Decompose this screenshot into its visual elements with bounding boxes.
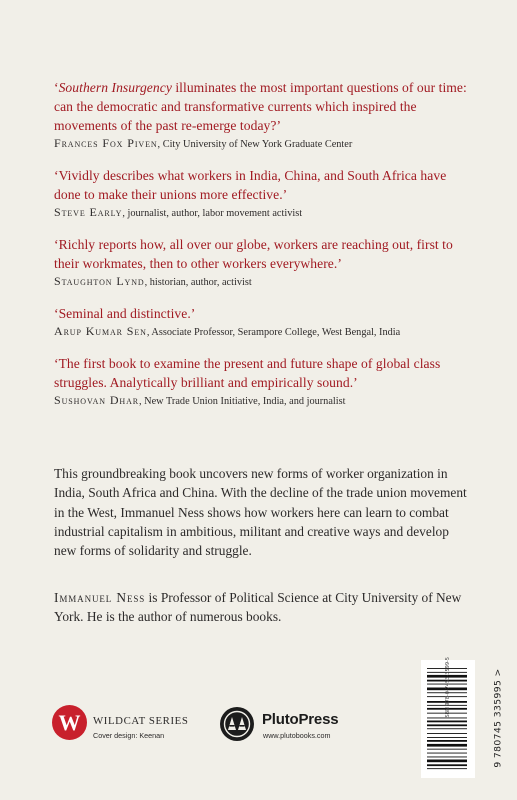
endorsement-piven — [54, 78, 474, 152]
endorsement-quote: ‘Seminal and distinctive.’ — [54, 306, 196, 321]
endorsement-attribution: Staughton Lynd, historian, author, activist — [54, 274, 252, 288]
endorser-name: Frances Fox Piven — [54, 136, 158, 150]
endorser-name: Staughton Lynd — [54, 274, 145, 288]
endorsement-attribution: Sushovan Dhar, New Trade Union Initiative, India, and journalist — [54, 393, 346, 407]
endorsement-quote: ‘Richly reports how, all over our globe, workers are reaching out, first to their workmates, then to other workers everywhere.’ — [54, 237, 453, 271]
endorsement-quote: ‘The first book to examine the present and future shape of global class struggles. Analytically brilliant and empirically sound.’ — [54, 356, 441, 390]
series-name: WILDCAT SERIES — [93, 715, 189, 727]
endorsement-early — [54, 166, 474, 221]
barcode-bar — [427, 721, 467, 723]
endorsement-attribution: Frances Fox Piven, City University of New York Graduate Center — [54, 136, 353, 150]
publisher-name: PlutoPress — [262, 711, 339, 728]
barcode-bar — [427, 740, 467, 742]
barcode-bar — [427, 744, 467, 747]
barcode-bar — [427, 764, 467, 766]
endorsement-attribution: Arup Kumar Sen, Associate Professor, Serampore College, West Bengal, India — [54, 324, 401, 338]
barcode-bar — [427, 757, 467, 758]
isbn-label: ISBN 978-0-7453-3599-5 — [445, 657, 451, 719]
barcode-bar — [427, 733, 467, 734]
book-description: This groundbreaking book uncovers new forms of worker organization in India, South Africa and China. With the decline of the trade union movement in the West, Immanuel Ness shows how workers here can learn to combat industrial capitalism in ambitious, militant and creative ways and develop new forms of solidarity and struggle. — [54, 466, 467, 559]
endorser-name: Steve Early — [54, 205, 123, 219]
endorsement-attribution: Steve Early, journalist, author, labor movement activist — [54, 205, 303, 219]
book-title-italic: Southern Insurgency — [58, 80, 172, 95]
barcode-bar — [427, 760, 467, 763]
barcode-bar — [427, 749, 467, 750]
endorser-name: Arup Kumar Sen — [54, 324, 147, 338]
author-name: Immanuel Ness — [54, 590, 146, 605]
wildcat-series-logo-icon — [52, 705, 87, 740]
endorsements — [54, 78, 474, 423]
wildcat-logo-letter: W — [58, 710, 81, 735]
barcode-bar — [427, 728, 467, 729]
endorser-name: Sushovan Dhar — [54, 393, 140, 407]
author-bio: Immanuel Ness is Professor of Political Science at City University of New York. He is the author of numerous books. — [54, 590, 462, 625]
endorsement-quote: ‘Southern Insurgency illuminates the most important questions of our time: can the democratic and transformative currents which inspired the movements of the past re-emerge today?’ — [54, 80, 467, 133]
barcode-bar — [427, 724, 467, 726]
endorsement-lynd — [54, 235, 474, 290]
publisher-url: www.plutobooks.com — [263, 731, 331, 740]
barcode-bar — [427, 768, 467, 769]
cover-design-credit: Cover design: Keenan — [93, 731, 165, 740]
barcode-bar — [427, 753, 467, 754]
barcode-bar — [427, 737, 467, 738]
endorsement-quote: ‘Vividly describes what workers in India, China, and South Africa have done to make their unions more effective.’ — [54, 168, 447, 202]
pluto-press-logo-icon — [219, 706, 255, 742]
isbn-number: 9 780745 335995 > — [492, 668, 504, 768]
endorsement-dhar — [54, 354, 474, 409]
endorsement-sen — [54, 304, 474, 340]
